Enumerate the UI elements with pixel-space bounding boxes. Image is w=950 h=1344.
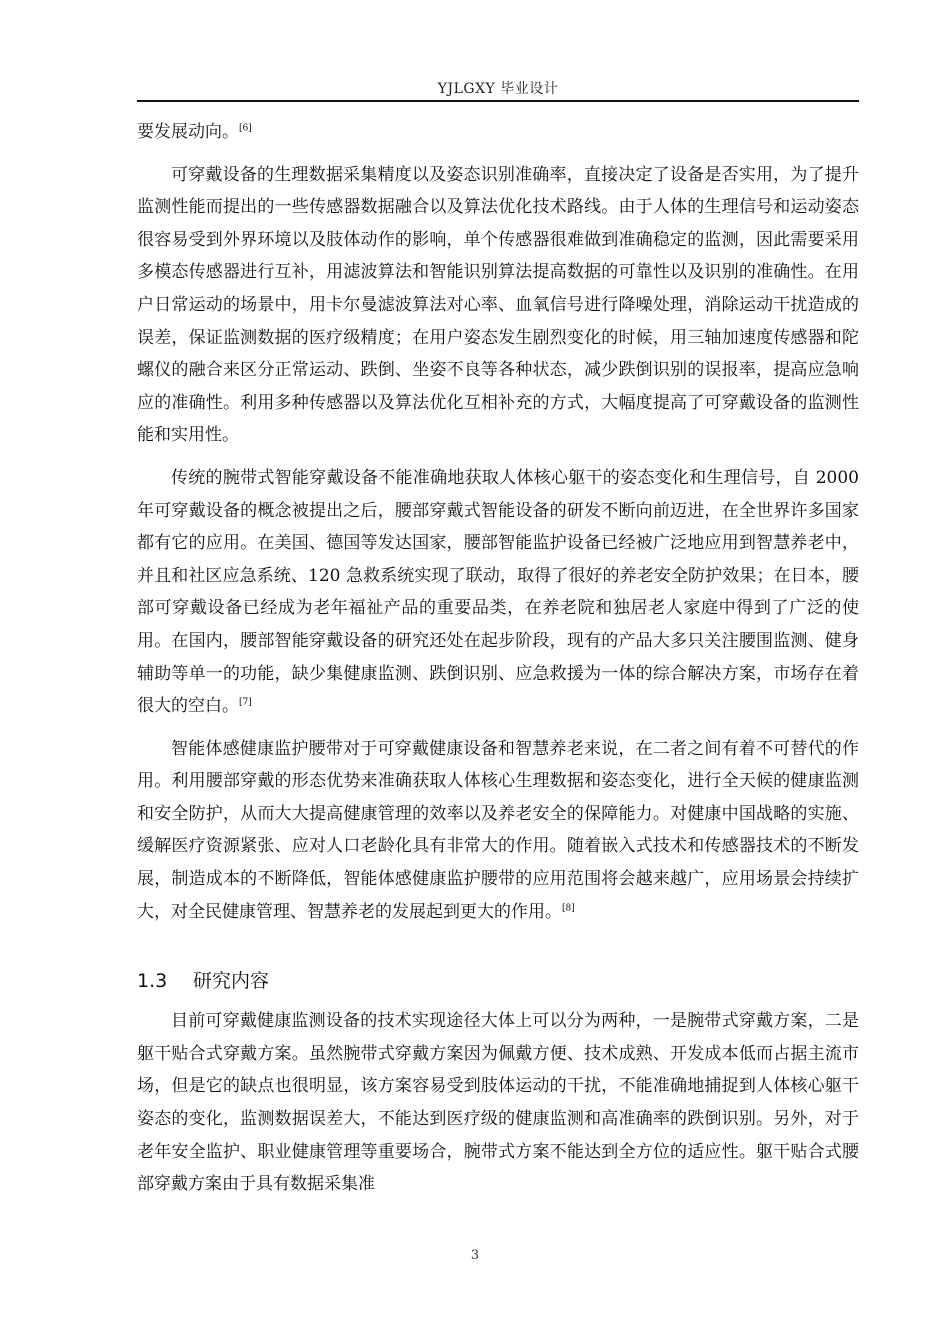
section-title: 研究内容 — [193, 970, 270, 993]
paragraph — [137, 733, 859, 929]
page-number: 3 — [470, 1248, 480, 1263]
paragraph — [137, 1005, 859, 1201]
paragraph-text: 要发展动向。 — [137, 122, 239, 142]
paragraph-text: 可穿戴设备的生理数据采集精度以及姿态识别准确率，直接决定了设备是否实用，为了提升监测性能而提出的一些传感器数据融合以及算法优化技术路线。由于人体的生理信号和运动姿态很容易受到外界环境以及肢体动作的影响，单个传感器很难做到准确稳定的监测，因此需要采用多模态传感器进行互补，用滤波算法和智能识别算法提高数据的可靠性以及识别的准确性。在用户日常运动的场景中，用卡尔曼滤波算法对心率、血氧信号进行降噪处理，消除运动干扰造成的误差，保证监测数据的医疗级精度；在用户姿态发生剧烈变化的时候，用三轴加速度传感器和陀螺仪的融合来区分正常运动、跌倒、坐姿不良等各种状态，减少跌倒识别的误报率，提高应急响应的准确性。利用多种传感器以及算法优化互相补充的方式，大幅度提高了可穿戴设备的监测性能和实用性。 — [137, 164, 859, 446]
paragraph-continuation — [137, 116, 859, 149]
citation-ref: [6] — [239, 123, 252, 134]
paragraph — [137, 159, 859, 452]
paragraph — [137, 462, 859, 723]
section-heading — [137, 966, 859, 993]
citation-ref: [7] — [239, 697, 252, 708]
citation-ref: [8] — [562, 903, 575, 913]
paragraph-text: 智能体感健康监护腰带对于可穿戴健康设备和智慧养老来说，在二者之间有着不可替代的作用。利用腰部穿戴的形态优势来准确获取人体核心生理数据和姿态变化，进行全天候的健康监测和安全防护，从而大大提高健康管理的效率以及养老安全的保障能力。对健康中国战略的实施、缓解医疗资源紧张、应对人口老龄化具有非常大的作用。随着嵌入式技术和传感器技术的不断发展，制造成本的不断降低，智能体感健康监护腰带的应用范围将会越来越广，应用场景会持续扩大，对全民健康管理、智慧养老的发展起到更大的作用。 — [137, 738, 859, 922]
page-body — [137, 116, 859, 1211]
paragraph-text: 目前可穿戴健康监测设备的技术实现途径大体上可以分为两种，一是腕带式穿戴方案，二是躯干贴合式穿戴方案。虽然腕带式穿戴方案因为佩戴方便、技术成熟、开发成本低而占据主流市场，但是它的缺点也很明显，该方案容易受到肢体运动的干扰，不能准确地捕捉到人体核心躯干姿态的变化，监测数据误差大，不能达到医疗级的健康监测和高准确率的跌倒识别。另外，对于老年安全监护、职业健康管理等重要场合，腕带式方案不能达到全方位的适应性。躯干贴合式腰部穿戴方案由于具有数据采集准 — [137, 1011, 859, 1195]
running-header: YJLGXY 毕业设计 — [437, 81, 559, 97]
paragraph-text: 传统的腕带式智能穿戴设备不能准确地获取人体核心躯干的姿态变化和生理信号，自 2000 年可穿戴设备的概念被提出之后，腰部穿戴式智能设备的研发不断向前迈进，在全世界许多国家都有它的应用。在美国、德国等发达国家，腰部智能监护设备已经被广泛地应用到智慧养老中，并且和社区应急系统、120 急救系统实现了联动，取得了很好的养老安全防护效果；在日本，腰部可穿戴设备已经成为老年福祉产品的重要品类，在养老院和独居老人家庭中得到了广泛的使用。在国内，腰部智能穿戴设备的研究还处在起步阶段，现有的产品大多只关注腰围监测、健身辅助等单一的功能，缺少集健康监测、跌倒识别、应急救援为一体的综合解决方案，市场存在着很大的空白。 — [137, 467, 859, 717]
header-rule — [137, 100, 859, 102]
section-number: 1.3 — [137, 970, 168, 993]
